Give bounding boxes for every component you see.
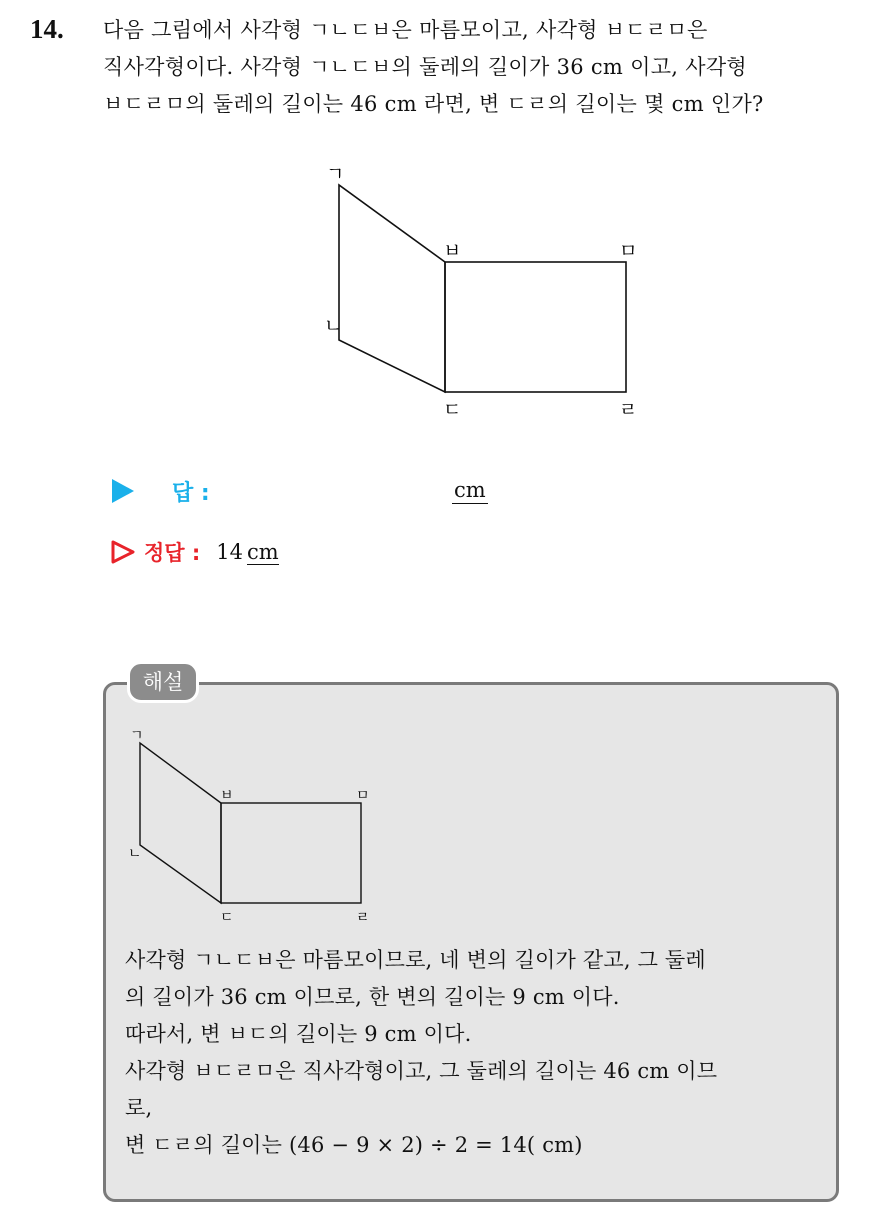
solution-line: 따라서, 변 ㅂㄷ의 길이는 9 cm 이다. (125, 1022, 472, 1046)
solution-label-n: ㄴ (128, 846, 142, 862)
question-number: 14. (30, 14, 64, 44)
solution-label-g: ㄱ (130, 728, 144, 744)
question-line: 다음 그림에서 사각형 ㄱㄴㄷㅂ은 마름모이고, 사각형 ㅂㄷㄹㅁ은 (103, 18, 708, 42)
solution-text (125, 942, 825, 1164)
solution-label-r: ㄹ (356, 910, 370, 926)
label-n: ㄴ (324, 315, 343, 337)
solution-line: 변 ㄷㄹ의 길이는 (46 − 9 × 2) ÷ 2 = 14( cm) (125, 1133, 583, 1157)
solution-label-m: ㅁ (356, 788, 370, 804)
solution-line: 사각형 ㄱㄴㄷㅂ은 마름모이므로, 네 변의 길이가 같고, 그 둘레 (125, 948, 706, 972)
label-d: ㄷ (443, 399, 462, 421)
label-r: ㄹ (619, 399, 638, 421)
solution-line: 사각형 ㅂㄷㄹㅁ은 직사각형이고, 그 둘레의 길이는 46 cm 이므 (125, 1059, 718, 1083)
label-b: ㅂ (443, 240, 462, 262)
correct-answer-label: 정답 : (144, 541, 201, 565)
solution-rectangle-shape (221, 803, 361, 903)
answer-blank-unit[interactable]: cm (454, 478, 486, 502)
solution-rhombus-shape (140, 743, 221, 903)
answer-label: 답 : (172, 480, 210, 506)
solution-line: 의 길이가 36 cm 이므로, 한 변의 길이는 9 cm 이다. (125, 985, 620, 1009)
label-m: ㅁ (619, 240, 638, 262)
solution-label-d: ㄷ (220, 910, 234, 926)
label-g: ㄱ (326, 163, 345, 185)
correct-answer-value: 14 (216, 540, 244, 564)
solution-label-b: ㅂ (220, 788, 234, 804)
question-line: 직사각형이다. 사각형 ㄱㄴㄷㅂ의 둘레의 길이가 36 cm 이고, 사각형 (103, 55, 747, 79)
solution-line: 로, (125, 1096, 153, 1120)
question-line: ㅂㄷㄹㅁ의 둘레의 길이는 46 cm 라면, 변 ㄷㄹ의 길이는 몇 cm 인가? (103, 92, 764, 116)
solution-tab: 해설 (127, 661, 199, 703)
correct-answer-unit: cm (247, 539, 279, 564)
